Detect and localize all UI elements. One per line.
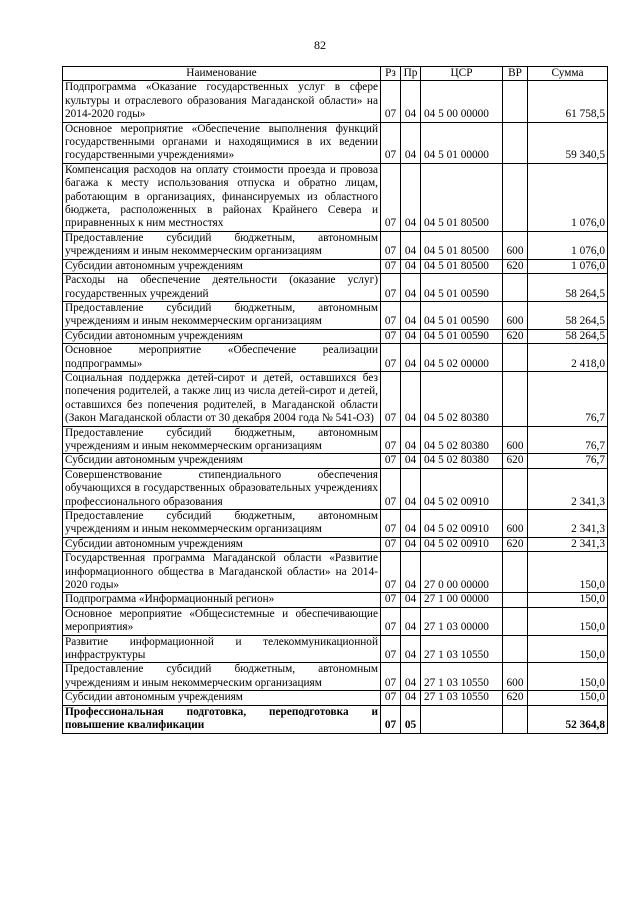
cell-pr: 04	[401, 663, 421, 691]
cell-csr	[421, 705, 503, 733]
budget-table	[62, 66, 608, 734]
cell-name: Подпрограмма «Оказание государственных услуг в сфере культуры и отраслевого образования Магаданской области» на 2014-2020 годы»	[63, 81, 381, 122]
cell-rz: 07	[381, 663, 401, 691]
cell-name: Основное мероприятие «Обеспечение выполнения функций государственными органами и находящимися в их ведении государственными учреждениями»	[63, 122, 381, 163]
cell-rz: 07	[381, 552, 401, 593]
cell-name: Субсидии автономным учреждениям	[63, 691, 381, 705]
cell-pr: 04	[401, 468, 421, 509]
cell-name: Предоставление субсидий бюджетным, автономным учреждениям и иным некоммерческим организациям	[63, 301, 381, 329]
cell-name: Развитие информационной и телекоммуникационной инфраструктуры	[63, 635, 381, 663]
cell-name: Субсидии автономным учреждениям	[63, 454, 381, 468]
cell-rz: 07	[381, 510, 401, 538]
cell-sum: 2 341,3	[528, 468, 608, 509]
cell-rz: 07	[381, 468, 401, 509]
cell-csr: 04 5 01 00590	[421, 274, 503, 302]
cell-name: Компенсация расходов на оплату стоимости проезда и провоза багажа к месту использования отпуска и обратно лицам, работающим в организациях, финансируемых из областного бюджета, расположенных в районах Крайнего Севера и приравненных к ним местностях	[63, 163, 381, 231]
cell-sum: 58 264,5	[528, 301, 608, 329]
cell-name: Расходы на обеспечение деятельности (оказание услуг) государственных учреждений	[63, 274, 381, 302]
cell-pr: 04	[401, 510, 421, 538]
cell-pr: 04	[401, 329, 421, 343]
cell-sum: 150,0	[528, 663, 608, 691]
cell-pr: 04	[401, 691, 421, 705]
header-name: Наименование	[63, 67, 381, 81]
table-row	[63, 274, 608, 302]
cell-vr: 620	[503, 454, 528, 468]
cell-sum: 150,0	[528, 593, 608, 607]
cell-vr: 600	[503, 510, 528, 538]
cell-sum: 61 758,5	[528, 81, 608, 122]
page-number: 82	[314, 38, 326, 52]
cell-sum: 76,7	[528, 426, 608, 454]
cell-vr	[503, 344, 528, 372]
cell-vr: 600	[503, 301, 528, 329]
cell-vr	[503, 607, 528, 635]
cell-sum: 76,7	[528, 454, 608, 468]
cell-csr: 27 1 00 00000	[421, 593, 503, 607]
cell-vr: 600	[503, 231, 528, 259]
table-row	[63, 231, 608, 259]
cell-sum: 52 364,8	[528, 705, 608, 733]
table-row	[63, 301, 608, 329]
cell-pr: 04	[401, 607, 421, 635]
cell-pr: 04	[401, 426, 421, 454]
table-row	[63, 510, 608, 538]
cell-csr: 04 5 01 00590	[421, 301, 503, 329]
cell-sum: 58 264,5	[528, 274, 608, 302]
cell-csr: 04 5 01 80500	[421, 163, 503, 231]
cell-vr	[503, 593, 528, 607]
cell-rz: 07	[381, 705, 401, 733]
cell-sum: 150,0	[528, 635, 608, 663]
cell-name: Основное мероприятие «Общесистемные и обеспечивающие мероприятия»	[63, 607, 381, 635]
table-row	[63, 705, 608, 733]
cell-rz: 07	[381, 426, 401, 454]
cell-csr: 04 5 02 00910	[421, 537, 503, 551]
table-row	[63, 552, 608, 593]
cell-csr: 04 5 02 80380	[421, 454, 503, 468]
header-pr: Пр	[401, 67, 421, 81]
cell-csr: 04 5 01 00000	[421, 122, 503, 163]
cell-name: Подпрограмма «Информационный регион»	[63, 593, 381, 607]
cell-csr: 27 1 03 10550	[421, 691, 503, 705]
cell-rz: 07	[381, 593, 401, 607]
cell-csr: 04 5 00 00000	[421, 81, 503, 122]
cell-pr: 04	[401, 301, 421, 329]
cell-vr: 620	[503, 329, 528, 343]
cell-pr: 04	[401, 593, 421, 607]
cell-vr: 600	[503, 663, 528, 691]
cell-name: Предоставление субсидий бюджетным, автономным учреждениям и иным некоммерческим организациям	[63, 663, 381, 691]
cell-rz: 07	[381, 691, 401, 705]
table-row	[63, 691, 608, 705]
cell-sum: 1 076,0	[528, 163, 608, 231]
cell-name: Социальная поддержка детей-сирот и детей, оставшихся без попечения родителей, а также лиц из числа детей-сирот и детей, оставшихся без попечения родителей, в Магаданской области (Закон Магаданской области от 30 декабря 2004 года № 541-ОЗ)	[63, 371, 381, 426]
cell-rz: 07	[381, 329, 401, 343]
table-row	[63, 454, 608, 468]
cell-csr: 04 5 02 00910	[421, 468, 503, 509]
table-row	[63, 259, 608, 273]
cell-rz: 07	[381, 231, 401, 259]
cell-rz: 07	[381, 371, 401, 426]
table-row	[63, 371, 608, 426]
cell-rz: 07	[381, 454, 401, 468]
cell-vr	[503, 552, 528, 593]
header-sum: Сумма	[528, 67, 608, 81]
cell-pr: 04	[401, 552, 421, 593]
cell-csr: 04 5 02 00910	[421, 510, 503, 538]
cell-sum: 150,0	[528, 691, 608, 705]
cell-rz: 07	[381, 537, 401, 551]
cell-csr: 27 1 03 00000	[421, 607, 503, 635]
cell-pr: 04	[401, 231, 421, 259]
cell-pr: 04	[401, 81, 421, 122]
cell-vr: 600	[503, 426, 528, 454]
cell-pr: 04	[401, 344, 421, 372]
header-rz: Рз	[381, 67, 401, 81]
cell-vr: 620	[503, 537, 528, 551]
header-vr: ВР	[503, 67, 528, 81]
table-row	[63, 163, 608, 231]
cell-sum: 59 340,5	[528, 122, 608, 163]
cell-csr: 04 5 01 80500	[421, 231, 503, 259]
cell-vr	[503, 274, 528, 302]
cell-vr	[503, 163, 528, 231]
table-row	[63, 344, 608, 372]
cell-sum: 58 264,5	[528, 329, 608, 343]
cell-csr: 27 0 00 00000	[421, 552, 503, 593]
cell-vr	[503, 635, 528, 663]
cell-vr	[503, 81, 528, 122]
cell-rz: 07	[381, 301, 401, 329]
cell-sum: 2 418,0	[528, 344, 608, 372]
table-header-row	[63, 67, 608, 81]
cell-name: Предоставление субсидий бюджетным, автономным учреждениям и иным некоммерческим организациям	[63, 510, 381, 538]
cell-rz: 07	[381, 344, 401, 372]
table-row	[63, 426, 608, 454]
cell-sum: 2 341,3	[528, 510, 608, 538]
cell-vr: 620	[503, 259, 528, 273]
table-row	[63, 663, 608, 691]
cell-pr: 04	[401, 122, 421, 163]
table-row	[63, 607, 608, 635]
cell-vr: 620	[503, 691, 528, 705]
cell-rz: 07	[381, 259, 401, 273]
cell-pr: 04	[401, 163, 421, 231]
cell-rz: 07	[381, 81, 401, 122]
cell-name: Предоставление субсидий бюджетным, автономным учреждениям и иным некоммерческим организациям	[63, 231, 381, 259]
cell-name: Субсидии автономным учреждениям	[63, 537, 381, 551]
cell-vr	[503, 122, 528, 163]
cell-pr: 04	[401, 259, 421, 273]
cell-name: Профессиональная подготовка, переподготовка и повышение квалификации	[63, 705, 381, 733]
cell-name: Основное мероприятие «Обеспечение реализации подпрограммы»	[63, 344, 381, 372]
cell-sum: 76,7	[528, 371, 608, 426]
cell-sum: 1 076,0	[528, 259, 608, 273]
cell-csr: 04 5 02 80380	[421, 371, 503, 426]
cell-name: Совершенствование стипендиального обеспечения обучающихся в государственных образовательных учреждениях профессионального образования	[63, 468, 381, 509]
table-row	[63, 593, 608, 607]
table-row	[63, 468, 608, 509]
cell-rz: 07	[381, 163, 401, 231]
cell-name: Предоставление субсидий бюджетным, автономным учреждениям и иным некоммерческим организациям	[63, 426, 381, 454]
cell-csr: 04 5 01 00590	[421, 329, 503, 343]
cell-csr: 04 5 02 80380	[421, 426, 503, 454]
cell-sum: 150,0	[528, 552, 608, 593]
cell-vr	[503, 371, 528, 426]
cell-pr: 04	[401, 537, 421, 551]
table-row	[63, 81, 608, 122]
table-row	[63, 635, 608, 663]
cell-sum: 1 076,0	[528, 231, 608, 259]
cell-name: Субсидии автономным учреждениям	[63, 329, 381, 343]
cell-rz: 07	[381, 122, 401, 163]
header-csr: ЦСР	[421, 67, 503, 81]
cell-pr: 04	[401, 635, 421, 663]
cell-rz: 07	[381, 274, 401, 302]
cell-rz: 07	[381, 607, 401, 635]
cell-csr: 27 1 03 10550	[421, 635, 503, 663]
table-row	[63, 537, 608, 551]
cell-name: Государственная программа Магаданской области «Развитие информационного общества в Магаданской области» на 2014-2020 годы»	[63, 552, 381, 593]
cell-sum: 150,0	[528, 607, 608, 635]
cell-vr	[503, 705, 528, 733]
cell-name: Субсидии автономным учреждениям	[63, 259, 381, 273]
cell-pr: 04	[401, 274, 421, 302]
cell-pr: 05	[401, 705, 421, 733]
table-body	[63, 81, 608, 733]
cell-vr	[503, 468, 528, 509]
table-row	[63, 329, 608, 343]
cell-pr: 04	[401, 454, 421, 468]
cell-pr: 04	[401, 371, 421, 426]
cell-csr: 04 5 01 80500	[421, 259, 503, 273]
table-row	[63, 122, 608, 163]
cell-rz: 07	[381, 635, 401, 663]
cell-csr: 27 1 03 10550	[421, 663, 503, 691]
cell-sum: 2 341,3	[528, 537, 608, 551]
cell-csr: 04 5 02 00000	[421, 344, 503, 372]
